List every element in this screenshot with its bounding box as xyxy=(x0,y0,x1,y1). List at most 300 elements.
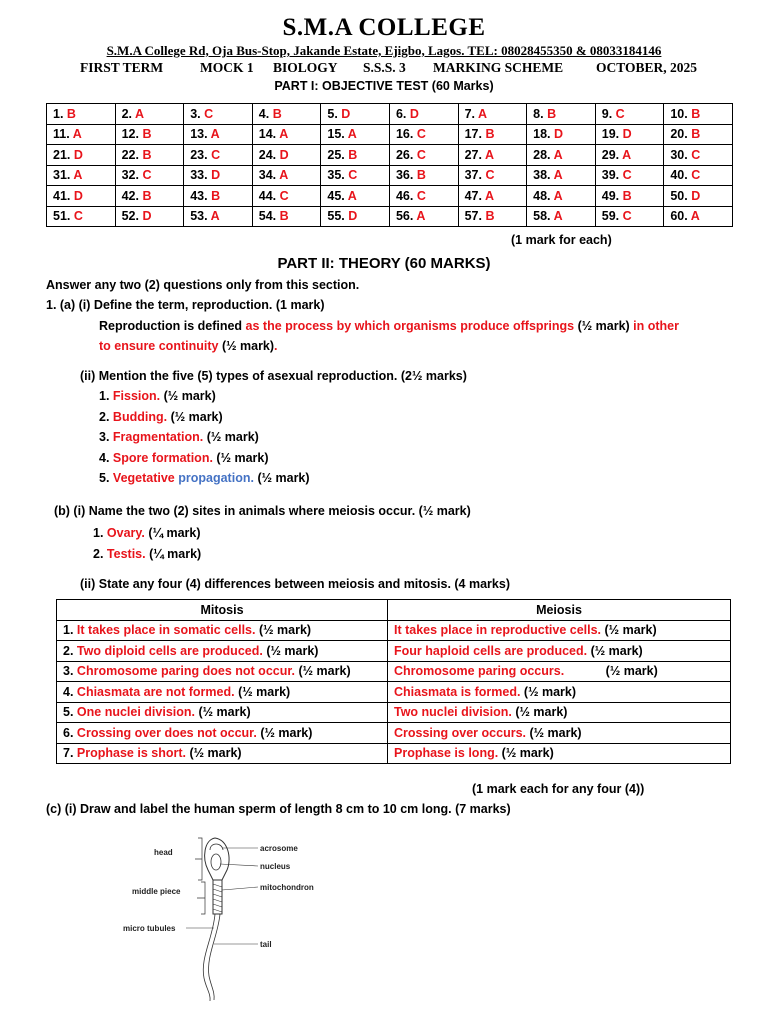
list-item-answer: Fission. xyxy=(112,389,161,403)
question-number: 7. xyxy=(464,106,475,121)
table-row xyxy=(47,124,733,145)
sperm-tail-inner xyxy=(209,914,220,1000)
answer-letter: A xyxy=(622,147,632,162)
answer-letter: B xyxy=(272,106,282,121)
answer-cell xyxy=(47,206,116,227)
question-number: 37. xyxy=(464,168,482,183)
answer-cell xyxy=(184,124,253,145)
list-item-mark: (½ mark) xyxy=(257,471,310,485)
answer-letter: B xyxy=(547,106,557,121)
answer-cell xyxy=(115,165,184,186)
answer-letter: C xyxy=(348,168,358,183)
row-number: 3. xyxy=(63,664,74,679)
answer-letter: C xyxy=(416,188,426,203)
row-number: 7. xyxy=(63,746,74,761)
answer-cell xyxy=(458,186,527,207)
question-number: 19. xyxy=(601,127,620,142)
answer-cell xyxy=(389,206,458,227)
question-number: 10. xyxy=(670,106,688,121)
q1b-ii-mark-note: (1 mark each for any four (4)) xyxy=(472,782,645,796)
mitosis-cell xyxy=(57,641,388,662)
q1c-i-question: (c) (i) Draw and label the human sperm of length 8 cm to 10 cm long. (7 marks) xyxy=(46,802,511,816)
mitosis-text: It takes place in somatic cells. xyxy=(76,623,256,638)
answer-letter: D xyxy=(142,209,152,224)
answer-cell xyxy=(527,186,596,207)
answer-letter: D xyxy=(691,188,701,203)
question-number: 26. xyxy=(395,147,414,162)
answer-letter: A xyxy=(279,168,289,183)
question-number: 54. xyxy=(258,209,277,224)
answer-cell xyxy=(321,104,390,125)
middle-piece-bracket xyxy=(197,882,205,914)
answer-cell xyxy=(184,104,253,125)
question-number: 47. xyxy=(464,188,482,203)
answer-cell xyxy=(252,165,321,186)
meiosis-cell xyxy=(388,641,731,662)
question-number: 20. xyxy=(670,127,688,142)
mitosis-text: Chiasmata are not formed. xyxy=(76,684,235,699)
answer-letter: D xyxy=(279,147,289,162)
date-label: OCTOBER, 2025 xyxy=(596,60,698,75)
answer-cell xyxy=(47,165,116,186)
answer-letter: B xyxy=(348,147,358,162)
answer-letter: B xyxy=(485,127,495,142)
q1a-i-answer-1: as the process by which organisms produce offsprings xyxy=(245,319,575,333)
meiosis-text: Chromosome paring occurs. xyxy=(394,664,565,679)
q1a-ii-question: (ii) Mention the five (5) types of asexual reproduction. (2½ marks) xyxy=(80,369,467,383)
question-number: 21. xyxy=(53,147,71,162)
mitosis-mark: (½ mark) xyxy=(258,623,312,638)
list-item-answer: Budding. xyxy=(112,409,168,424)
mitosis-text: Chromosome paring does not occur. xyxy=(76,664,296,679)
question-number: 60. xyxy=(670,209,688,224)
question-number: 42. xyxy=(121,188,139,203)
question-number: 12. xyxy=(121,127,139,142)
answer-letter: B xyxy=(142,188,152,203)
q1a-i-question: 1. (a) (i) Define the term, reproduction. (1 mark) xyxy=(46,298,325,312)
answer-cell xyxy=(321,145,390,166)
answer-cell xyxy=(184,206,253,227)
answer-letter: C xyxy=(622,168,632,183)
list-item xyxy=(93,547,201,561)
answer-letter: A xyxy=(553,188,563,203)
mitosis-cell xyxy=(57,682,388,703)
answer-letter: A xyxy=(347,188,357,203)
q1a-i-mark-1: (½ mark) xyxy=(577,319,630,333)
label-nucleus: nucleus xyxy=(260,862,291,871)
question-number: 48. xyxy=(533,188,551,203)
answer-letter: B xyxy=(622,188,632,203)
question-number: 2. xyxy=(121,106,133,121)
question-number: 40. xyxy=(670,168,688,183)
question-number: 17. xyxy=(464,127,482,142)
row-number: 4. xyxy=(63,684,74,699)
mitosis-mark: (½ mark) xyxy=(189,746,242,761)
question-number: 31. xyxy=(53,168,71,183)
answer-cell xyxy=(47,104,116,125)
question-number: 50. xyxy=(670,188,688,203)
answer-cell xyxy=(664,145,733,166)
mitosis-mark: (½ mark) xyxy=(266,643,319,658)
answer-letter: B xyxy=(691,127,701,142)
answer-letter: C xyxy=(279,188,289,203)
label-mitochondron: mitochondron xyxy=(260,883,314,892)
answer-cell xyxy=(595,186,664,207)
head-bracket xyxy=(195,838,202,880)
part1-title: PART I: OBJECTIVE TEST (60 Marks) xyxy=(274,79,494,93)
list-item-mark: (½ mark) xyxy=(163,389,216,403)
question-number: 23. xyxy=(190,147,208,162)
meiosis-mark: (½ mark) xyxy=(515,705,568,720)
term-label: FIRST TERM xyxy=(80,60,164,75)
answer-letter: A xyxy=(484,147,494,162)
question-number: 5. xyxy=(327,106,338,121)
college-name: S.M.A COLLEGE xyxy=(282,14,486,41)
q1a-i-answer-2a: in other xyxy=(633,319,680,333)
answer-letter: C xyxy=(211,147,221,162)
meiosis-text: Two nuclei division. xyxy=(394,705,512,720)
answer-cell xyxy=(321,165,390,186)
answer-cell xyxy=(664,206,733,227)
answer-cell xyxy=(595,104,664,125)
question-number: 53. xyxy=(190,209,208,224)
meiosis-cell xyxy=(388,620,731,641)
part1-mark-note: (1 mark for each) xyxy=(511,233,612,247)
answer-cell xyxy=(252,186,321,207)
answer-cell xyxy=(321,124,390,145)
meiosis-cell xyxy=(388,723,731,744)
question-number: 32. xyxy=(121,168,139,183)
table-row xyxy=(47,186,733,207)
list-item-answer-blue: propagation. xyxy=(178,471,254,485)
question-number: 34. xyxy=(258,168,277,183)
mitosis-text: Prophase is short. xyxy=(76,746,186,761)
list-item xyxy=(99,410,223,424)
answer-cell xyxy=(595,145,664,166)
label-tail: tail xyxy=(260,940,272,949)
answer-cell xyxy=(664,165,733,186)
answer-cell xyxy=(389,104,458,125)
answer-letter: A xyxy=(135,106,145,121)
label-head: head xyxy=(154,848,173,857)
answer-letter: A xyxy=(73,168,83,183)
answer-letter: B xyxy=(142,127,152,142)
list-item-answer: Fragmentation. xyxy=(112,430,204,444)
answer-cell xyxy=(389,145,458,166)
mitochondron-pointer xyxy=(222,887,258,890)
answer-letter: D xyxy=(554,127,564,142)
answer-cell xyxy=(527,124,596,145)
answer-cell xyxy=(252,124,321,145)
list-item-mark: (¼ mark) xyxy=(148,526,201,540)
answer-cell xyxy=(595,165,664,186)
question-number: 41. xyxy=(53,188,71,203)
question-number: 51. xyxy=(53,209,71,224)
question-number: 28. xyxy=(533,147,551,162)
answer-letter: A xyxy=(478,106,488,121)
answer-cell xyxy=(115,104,184,125)
answer-cell xyxy=(527,145,596,166)
question-number: 58. xyxy=(533,209,551,224)
meiosis-text: Prophase is long. xyxy=(394,746,499,761)
answer-letter: C xyxy=(142,168,152,183)
answer-cell xyxy=(458,145,527,166)
answer-letter: C xyxy=(73,209,83,224)
list-item xyxy=(99,430,259,444)
answer-cell xyxy=(252,206,321,227)
mitosis-cell xyxy=(57,702,388,723)
mitosis-mark: (½ mark) xyxy=(298,664,351,679)
question-number: 16. xyxy=(395,127,414,142)
table-row xyxy=(47,145,733,166)
answer-letter: A xyxy=(690,209,700,224)
question-number: 29. xyxy=(601,147,620,162)
mitosis-cell xyxy=(57,723,388,744)
meiosis-text: It takes place in reproductive cells. xyxy=(394,623,602,638)
answer-letter: A xyxy=(210,127,220,142)
nucleus-pointer xyxy=(220,864,258,866)
college-address: S.M.A College Rd, Oja Bus-Stop, Jakande Estate, Ejigbo, Lagos. TEL: 08028455350 & 08033184146 xyxy=(106,43,662,58)
answer-letter: B xyxy=(211,188,221,203)
mitosis-mark: (½ mark) xyxy=(238,684,291,699)
human-sperm-diagram xyxy=(118,828,338,1003)
answer-cell xyxy=(184,165,253,186)
answer-letter: A xyxy=(553,209,563,224)
q1b-i-question: (b) (i) Name the two (2) sites in animals where meiosis occur. (½ mark) xyxy=(54,504,471,518)
middle-piece-shape xyxy=(213,880,222,914)
question-number: 59. xyxy=(601,209,620,224)
meiosis-text: Crossing over occurs. xyxy=(394,725,526,740)
row-number: 2. xyxy=(63,643,74,658)
answer-cell xyxy=(321,206,390,227)
answer-cell xyxy=(115,145,184,166)
nucleus-shape xyxy=(211,854,221,870)
mitosis-text: Two diploid cells are produced. xyxy=(76,643,263,658)
table-row xyxy=(57,702,731,723)
question-number: 49. xyxy=(601,188,620,203)
answer-letter: A xyxy=(484,188,494,203)
answer-cell xyxy=(527,165,596,186)
list-item-answer: Vegetative xyxy=(112,471,175,485)
question-number: 43. xyxy=(190,188,208,203)
list-item-mark: (¼ mark) xyxy=(149,546,202,561)
question-number: 4. xyxy=(258,106,270,121)
sperm-tail xyxy=(203,914,215,1001)
question-number: 15. xyxy=(327,127,345,142)
answer-letter: D xyxy=(409,106,419,121)
answer-letter: D xyxy=(73,188,83,203)
label-micro-tubules: micro tubules xyxy=(123,924,176,933)
question-number: 14. xyxy=(258,127,277,142)
question-number: 56. xyxy=(395,209,414,224)
answer-letter: B xyxy=(416,168,426,183)
question-number: 13. xyxy=(190,127,208,142)
meiosis-mark: (½ mark) xyxy=(501,746,554,761)
answer-cell xyxy=(252,104,321,125)
meiosis-mark: (½ mark) xyxy=(590,643,643,658)
list-item xyxy=(99,471,310,485)
answer-letter: C xyxy=(485,168,495,183)
mitosis-cell xyxy=(57,661,388,682)
list-item xyxy=(99,389,216,403)
answer-letter: C xyxy=(416,147,426,162)
answer-cell xyxy=(458,124,527,145)
answer-cell xyxy=(115,206,184,227)
answer-cell xyxy=(527,206,596,227)
part2-instruction: Answer any two (2) questions only from this section. xyxy=(46,278,360,292)
list-item-answer: Spore formation. xyxy=(112,450,213,465)
answer-cell xyxy=(184,186,253,207)
acrosome-shape xyxy=(210,844,223,850)
answer-cell xyxy=(321,186,390,207)
row-number: 5. xyxy=(63,705,74,720)
question-number: 46. xyxy=(395,188,414,203)
answer-letter: C xyxy=(622,209,632,224)
label-acrosome: acrosome xyxy=(260,844,298,853)
list-item-mark: (½ mark) xyxy=(206,430,259,444)
list-item-number: 4. xyxy=(99,450,110,465)
q1b-ii-question: (ii) State any four (4) differences between meiosis and mitosis. (4 marks) xyxy=(80,577,510,591)
answer-letter: B xyxy=(485,209,495,224)
table-row xyxy=(57,661,731,682)
q1a-i-answer-line2 xyxy=(99,339,278,353)
list-item-answer: Testis. xyxy=(106,546,146,561)
answer-letter: B xyxy=(691,106,701,121)
q1a-i-prefix: Reproduction is defined xyxy=(99,319,243,333)
list-item-mark: (½ mark) xyxy=(170,409,223,424)
question-number: 18. xyxy=(533,127,551,142)
answer-letter: D xyxy=(622,127,632,142)
table-row xyxy=(57,723,731,744)
answer-letter: B xyxy=(279,209,289,224)
answer-letter: C xyxy=(615,106,625,121)
answer-letter: D xyxy=(341,106,351,121)
answer-cell xyxy=(389,165,458,186)
table-header-row xyxy=(57,600,731,621)
list-item-number: 2. xyxy=(93,546,104,561)
answer-letter: A xyxy=(553,168,563,183)
list-item xyxy=(99,451,269,465)
doc-type-label: MARKING SCHEME xyxy=(433,60,564,75)
question-number: 22. xyxy=(121,147,139,162)
meiosis-mark: (½ mark) xyxy=(604,623,657,638)
q1a-i-mark-2: (½ mark) xyxy=(221,339,275,353)
mitosis-text: Crossing over does not occur. xyxy=(76,725,257,740)
meiosis-cell xyxy=(388,682,731,703)
answer-cell xyxy=(47,124,116,145)
answer-letter: A xyxy=(210,209,220,224)
list-item-answer: Ovary. xyxy=(106,526,145,540)
question-number: 1. xyxy=(53,106,64,121)
answer-letter: D xyxy=(348,209,358,224)
meiosis-mark: (½ mark) xyxy=(529,725,582,740)
question-number: 27. xyxy=(464,147,482,162)
q1a-i-end: . xyxy=(274,339,278,353)
question-number: 38. xyxy=(533,168,551,183)
mitosis-cell xyxy=(57,620,388,641)
question-number: 44. xyxy=(258,188,277,203)
answer-letter: A xyxy=(279,127,289,142)
table-row xyxy=(57,682,731,703)
answer-letter: B xyxy=(66,106,76,121)
answer-cell xyxy=(47,186,116,207)
question-number: 35. xyxy=(327,168,345,183)
question-number: 39. xyxy=(601,168,620,183)
list-item-number: 3. xyxy=(99,430,110,444)
answer-cell xyxy=(115,186,184,207)
answer-cell xyxy=(389,124,458,145)
list-item-number: 1. xyxy=(93,526,104,540)
header-meiosis: Meiosis xyxy=(388,600,731,621)
question-number: 33. xyxy=(190,168,208,183)
table-row xyxy=(57,743,731,764)
answer-letter: C xyxy=(691,147,701,162)
row-number: 1. xyxy=(63,623,74,638)
question-number: 52. xyxy=(121,209,139,224)
row-number: 6. xyxy=(63,725,74,740)
part2-title: PART II: THEORY (60 MARKS) xyxy=(277,255,491,272)
q1a-i-answer-2b: to ensure continuity xyxy=(99,339,219,353)
question-number: 3. xyxy=(190,106,201,121)
question-number: 24. xyxy=(258,147,277,162)
answer-cell xyxy=(458,104,527,125)
question-number: 25. xyxy=(327,147,345,162)
answer-cell xyxy=(184,145,253,166)
answer-cell xyxy=(527,104,596,125)
answer-letter: C xyxy=(691,168,701,183)
class-label: S.S.S. 3 xyxy=(363,60,406,75)
question-number: 8. xyxy=(533,106,544,121)
exam-label: MOCK 1 xyxy=(200,60,254,75)
answer-cell xyxy=(252,145,321,166)
answer-cell xyxy=(458,206,527,227)
header-mitosis: Mitosis xyxy=(57,600,388,621)
table-row xyxy=(57,620,731,641)
q1a-i-answer-line1 xyxy=(99,319,679,333)
question-number: 36. xyxy=(395,168,414,183)
meiosis-cell xyxy=(388,702,731,723)
table-row xyxy=(47,206,733,227)
meiosis-text: Four haploid cells are produced. xyxy=(394,643,588,658)
answer-cell xyxy=(115,124,184,145)
list-item xyxy=(93,526,201,540)
answer-cell xyxy=(664,186,733,207)
mitosis-cell xyxy=(57,743,388,764)
answer-cell xyxy=(595,124,664,145)
question-number: 11. xyxy=(53,127,70,142)
objective-answers-table xyxy=(46,103,733,227)
answer-cell xyxy=(664,104,733,125)
subject-label: BIOLOGY xyxy=(273,60,338,75)
table-row xyxy=(47,104,733,125)
table-row xyxy=(47,165,733,186)
mitosis-meiosis-table xyxy=(56,599,731,764)
answer-letter: A xyxy=(72,127,82,142)
meiosis-text: Chiasmata is formed. xyxy=(394,684,521,699)
mitosis-mark: (½ mark) xyxy=(260,725,313,740)
answer-letter: A xyxy=(553,147,563,162)
answer-cell xyxy=(389,186,458,207)
label-middle-piece: middle piece xyxy=(132,887,181,896)
question-number: 9. xyxy=(601,106,613,121)
mitochondria-coils xyxy=(213,884,222,912)
list-item-mark: (½ mark) xyxy=(216,450,269,465)
question-number: 45. xyxy=(327,188,345,203)
answer-letter: B xyxy=(142,147,152,162)
answer-cell xyxy=(47,145,116,166)
table-row xyxy=(57,641,731,662)
question-number: 30. xyxy=(670,147,688,162)
